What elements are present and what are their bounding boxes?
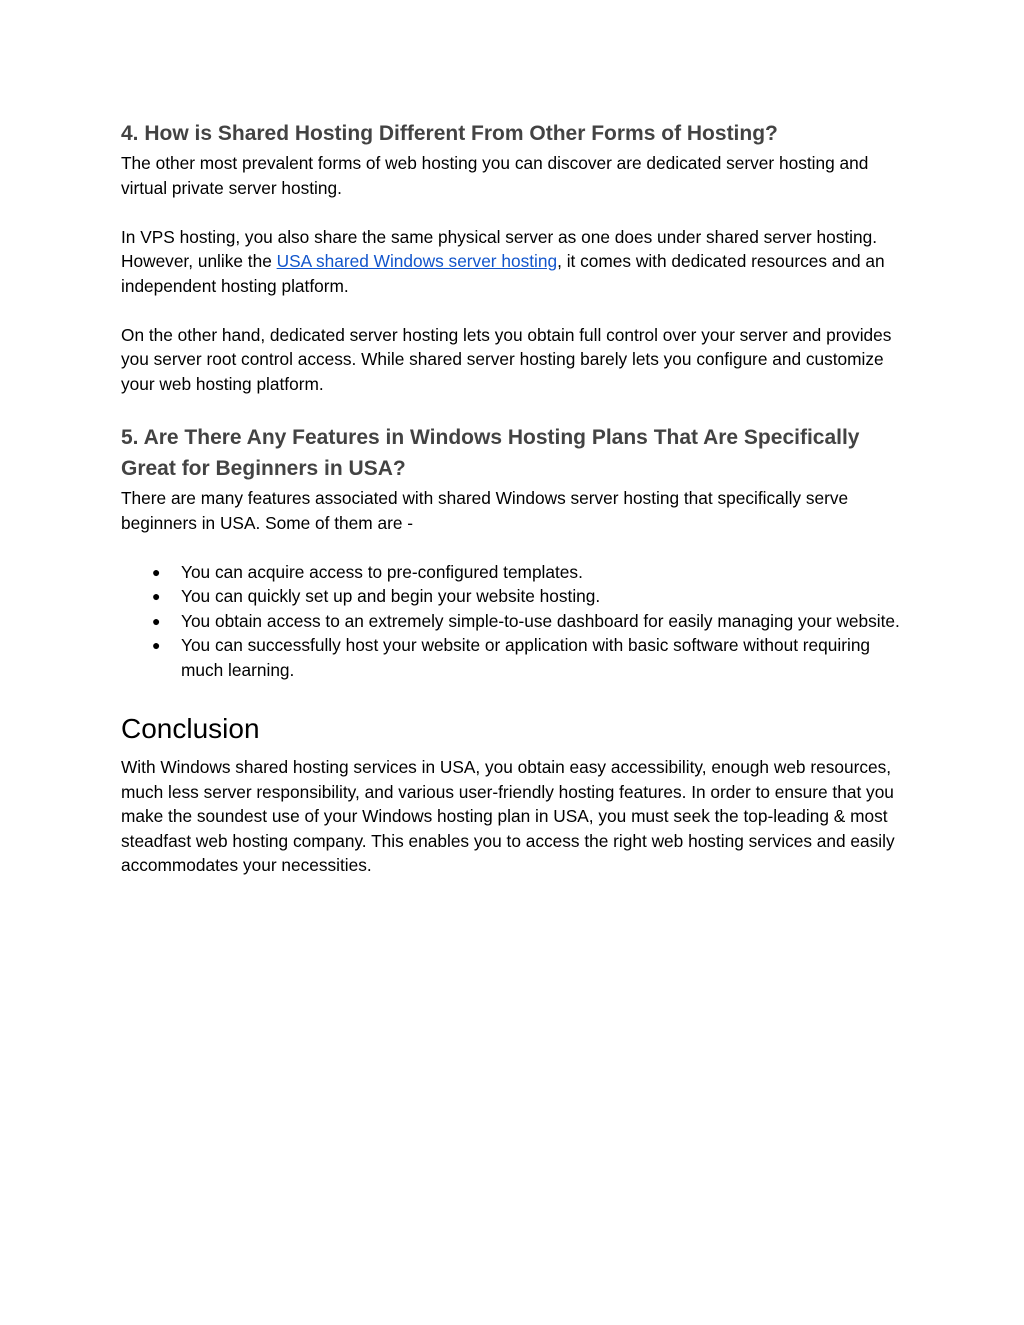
list-item xyxy=(121,584,911,609)
spacer xyxy=(121,682,911,711)
spacer xyxy=(121,535,911,560)
paragraph-2-text-after: , it comes with dedicated resources and an independent hosting platform. xyxy=(121,251,885,296)
section-5-intro: There are many features associated with shared Windows server hosting that specifically serve beginners in USA. Some of them are - xyxy=(121,488,849,533)
bullet-icon: ● xyxy=(152,637,161,653)
list-item-text: You obtain access to an extremely simple-to-use dashboard for easily managing your website. xyxy=(181,610,900,631)
list-item-text: You can successfully host your website or application with basic software without requiring much learning. xyxy=(181,635,871,680)
list-item-text: You can acquire access to pre-configured templates. xyxy=(181,561,583,582)
section-4-heading: 4. How is Shared Hosting Different From Other Forms of Hosting? xyxy=(121,122,778,145)
beginner-features-list xyxy=(121,560,911,683)
list-item-text: You can quickly set up and begin your website hosting. xyxy=(181,586,601,606)
section-4-paragraph-2 xyxy=(121,225,911,299)
conclusion-heading: Conclusion xyxy=(121,713,260,744)
spacer xyxy=(121,396,911,422)
section-4-paragraph-1: The other most prevalent forms of web hosting you can discover are dedicated server hosting and virtual private server hosting. xyxy=(121,153,869,198)
section-5-heading: 5. Are There Any Features in Windows Hosting Plans That Are Specifically Great for Beginners in USA? xyxy=(121,426,860,480)
spacer xyxy=(121,298,911,323)
usa-shared-windows-hosting-link[interactable]: USA shared Windows server hosting xyxy=(276,251,558,271)
document-page xyxy=(121,118,911,878)
paragraph-2-text-before: In VPS hosting, you also share the same physical server as one does under shared server hosting. However, unlike the xyxy=(121,226,877,271)
list-item xyxy=(121,560,911,585)
conclusion-paragraph: With Windows shared hosting services in USA, you obtain easy accessibility, enough web resources, much less server responsibility, and various user-friendly hosting features. In order to ensure that you make the soundest use of your Windows hosting plan in USA, you must seek the top-leading & most steadfast web hosting company. This enables you to access the right web hosting services and easily accommodates your necessities. xyxy=(121,757,895,875)
bullet-icon: ● xyxy=(152,563,161,580)
bullet-icon: ● xyxy=(152,612,161,629)
list-item xyxy=(121,609,911,634)
bullet-icon: ● xyxy=(152,588,161,604)
spacer xyxy=(121,200,911,225)
list-item xyxy=(121,633,911,682)
section-4-paragraph-3: On the other hand, dedicated server hosting lets you obtain full control over your server and provides you server root control access. While shared server hosting barely lets you configure and customize your web hosting platform. xyxy=(121,324,892,394)
